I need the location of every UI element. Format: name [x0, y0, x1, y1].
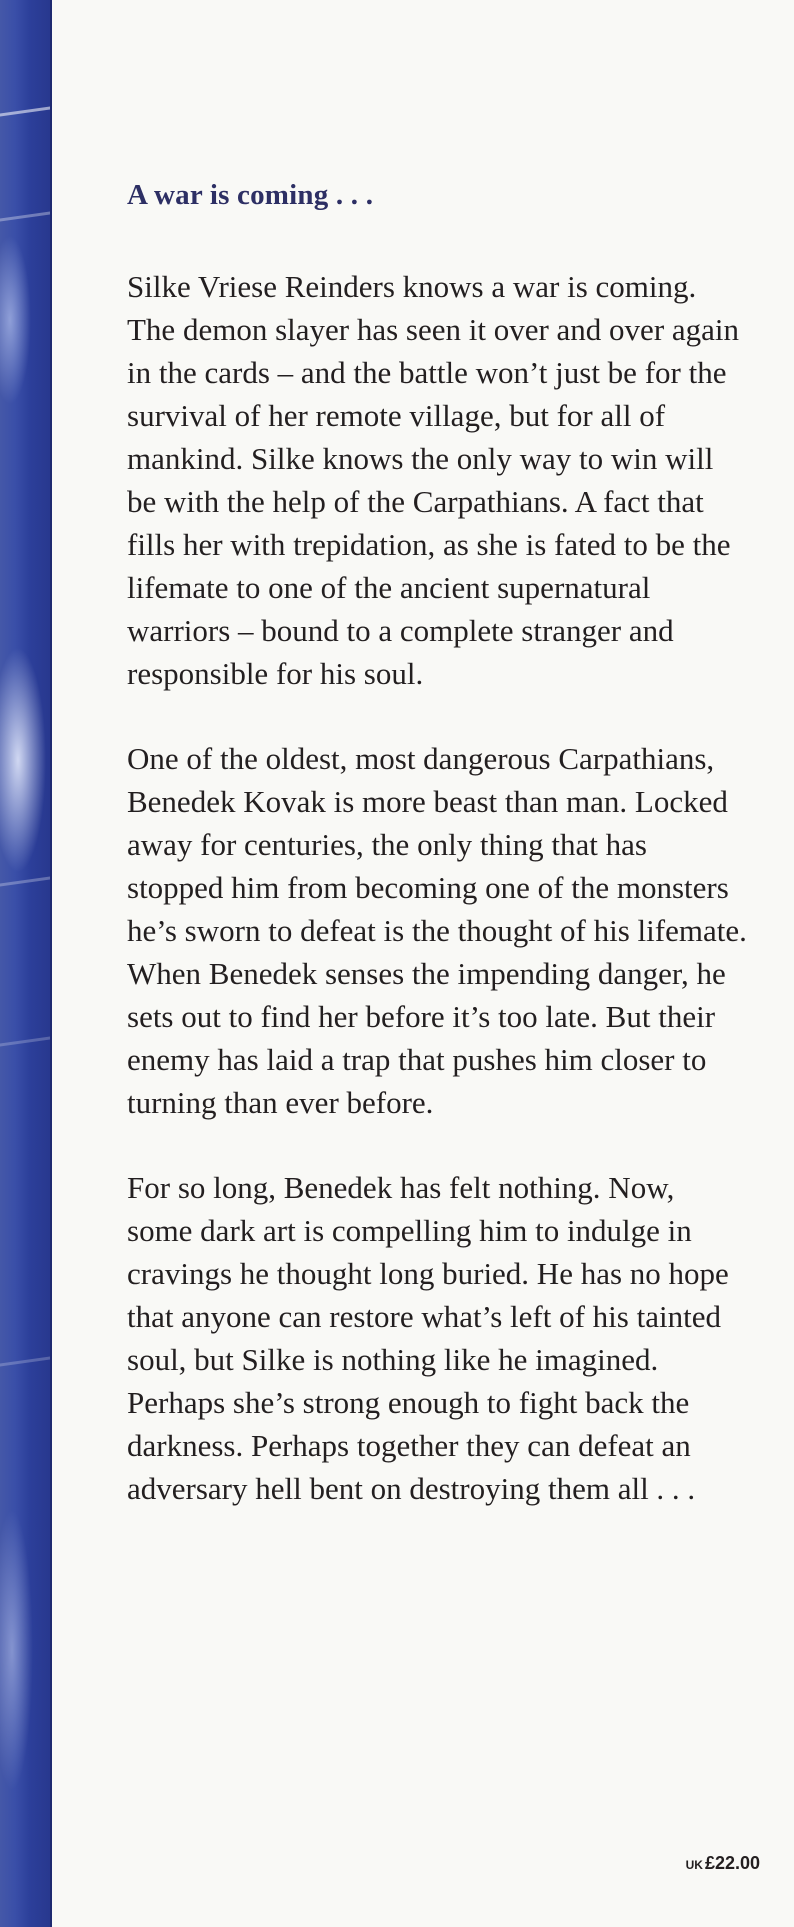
spine-light-streak: [0, 1356, 50, 1366]
blurb-heading: A war is coming . . .: [127, 179, 374, 211]
spine-light-streak: [0, 106, 50, 116]
price-region: UK: [685, 1858, 703, 1872]
price-label: [686, 1853, 760, 1874]
blurb-paragraph-2: One of the oldest, most dangerous Carpathians, Benedek Kovak is more beast than man. Locked away for centuries, the only thing that has stopped him from becoming one of the monsters he’s sworn to defeat is the thought of his lifemate. When Benedek senses the impending danger, he sets out to find her before it’s too late. But their enemy has laid a trap that pushes him closer to turning than ever before.: [127, 740, 747, 1120]
spine-light-streak: [0, 211, 50, 221]
spine-artwork-strip: [0, 0, 50, 1927]
price-value: £22.00: [704, 1853, 760, 1873]
spine-edge-line: [50, 0, 52, 1927]
spine-light-streak: [0, 1036, 50, 1046]
blurb-paragraph-3: For so long, Benedek has felt nothing. Now, some dark art is compelling him to indulge in cravings he thought long buried. He has no hope that anyone can restore what’s left of his tainted soul, but Silke is nothing like he imagined. Perhaps she’s strong enough to fight back the darkness. Perhaps together they can defeat an adversary hell bent on destroying them all . . .: [127, 1169, 729, 1506]
spine-light-streak: [0, 876, 50, 886]
blurb-content: [127, 178, 747, 1552]
blurb-paragraph-1: Silke Vriese Reinders knows a war is coming. The demon slayer has seen it over and over again in the cards – and the battle won’t just be for the survival of her remote village, but for all of mankind. Silke knows the only way to win will be with the help of the Carpathians. A fact that fills her with trepidation, as she is fated to be the lifemate to one of the ancient supernatural warriors – bound to a complete stranger and responsible for his soul.: [127, 268, 740, 691]
